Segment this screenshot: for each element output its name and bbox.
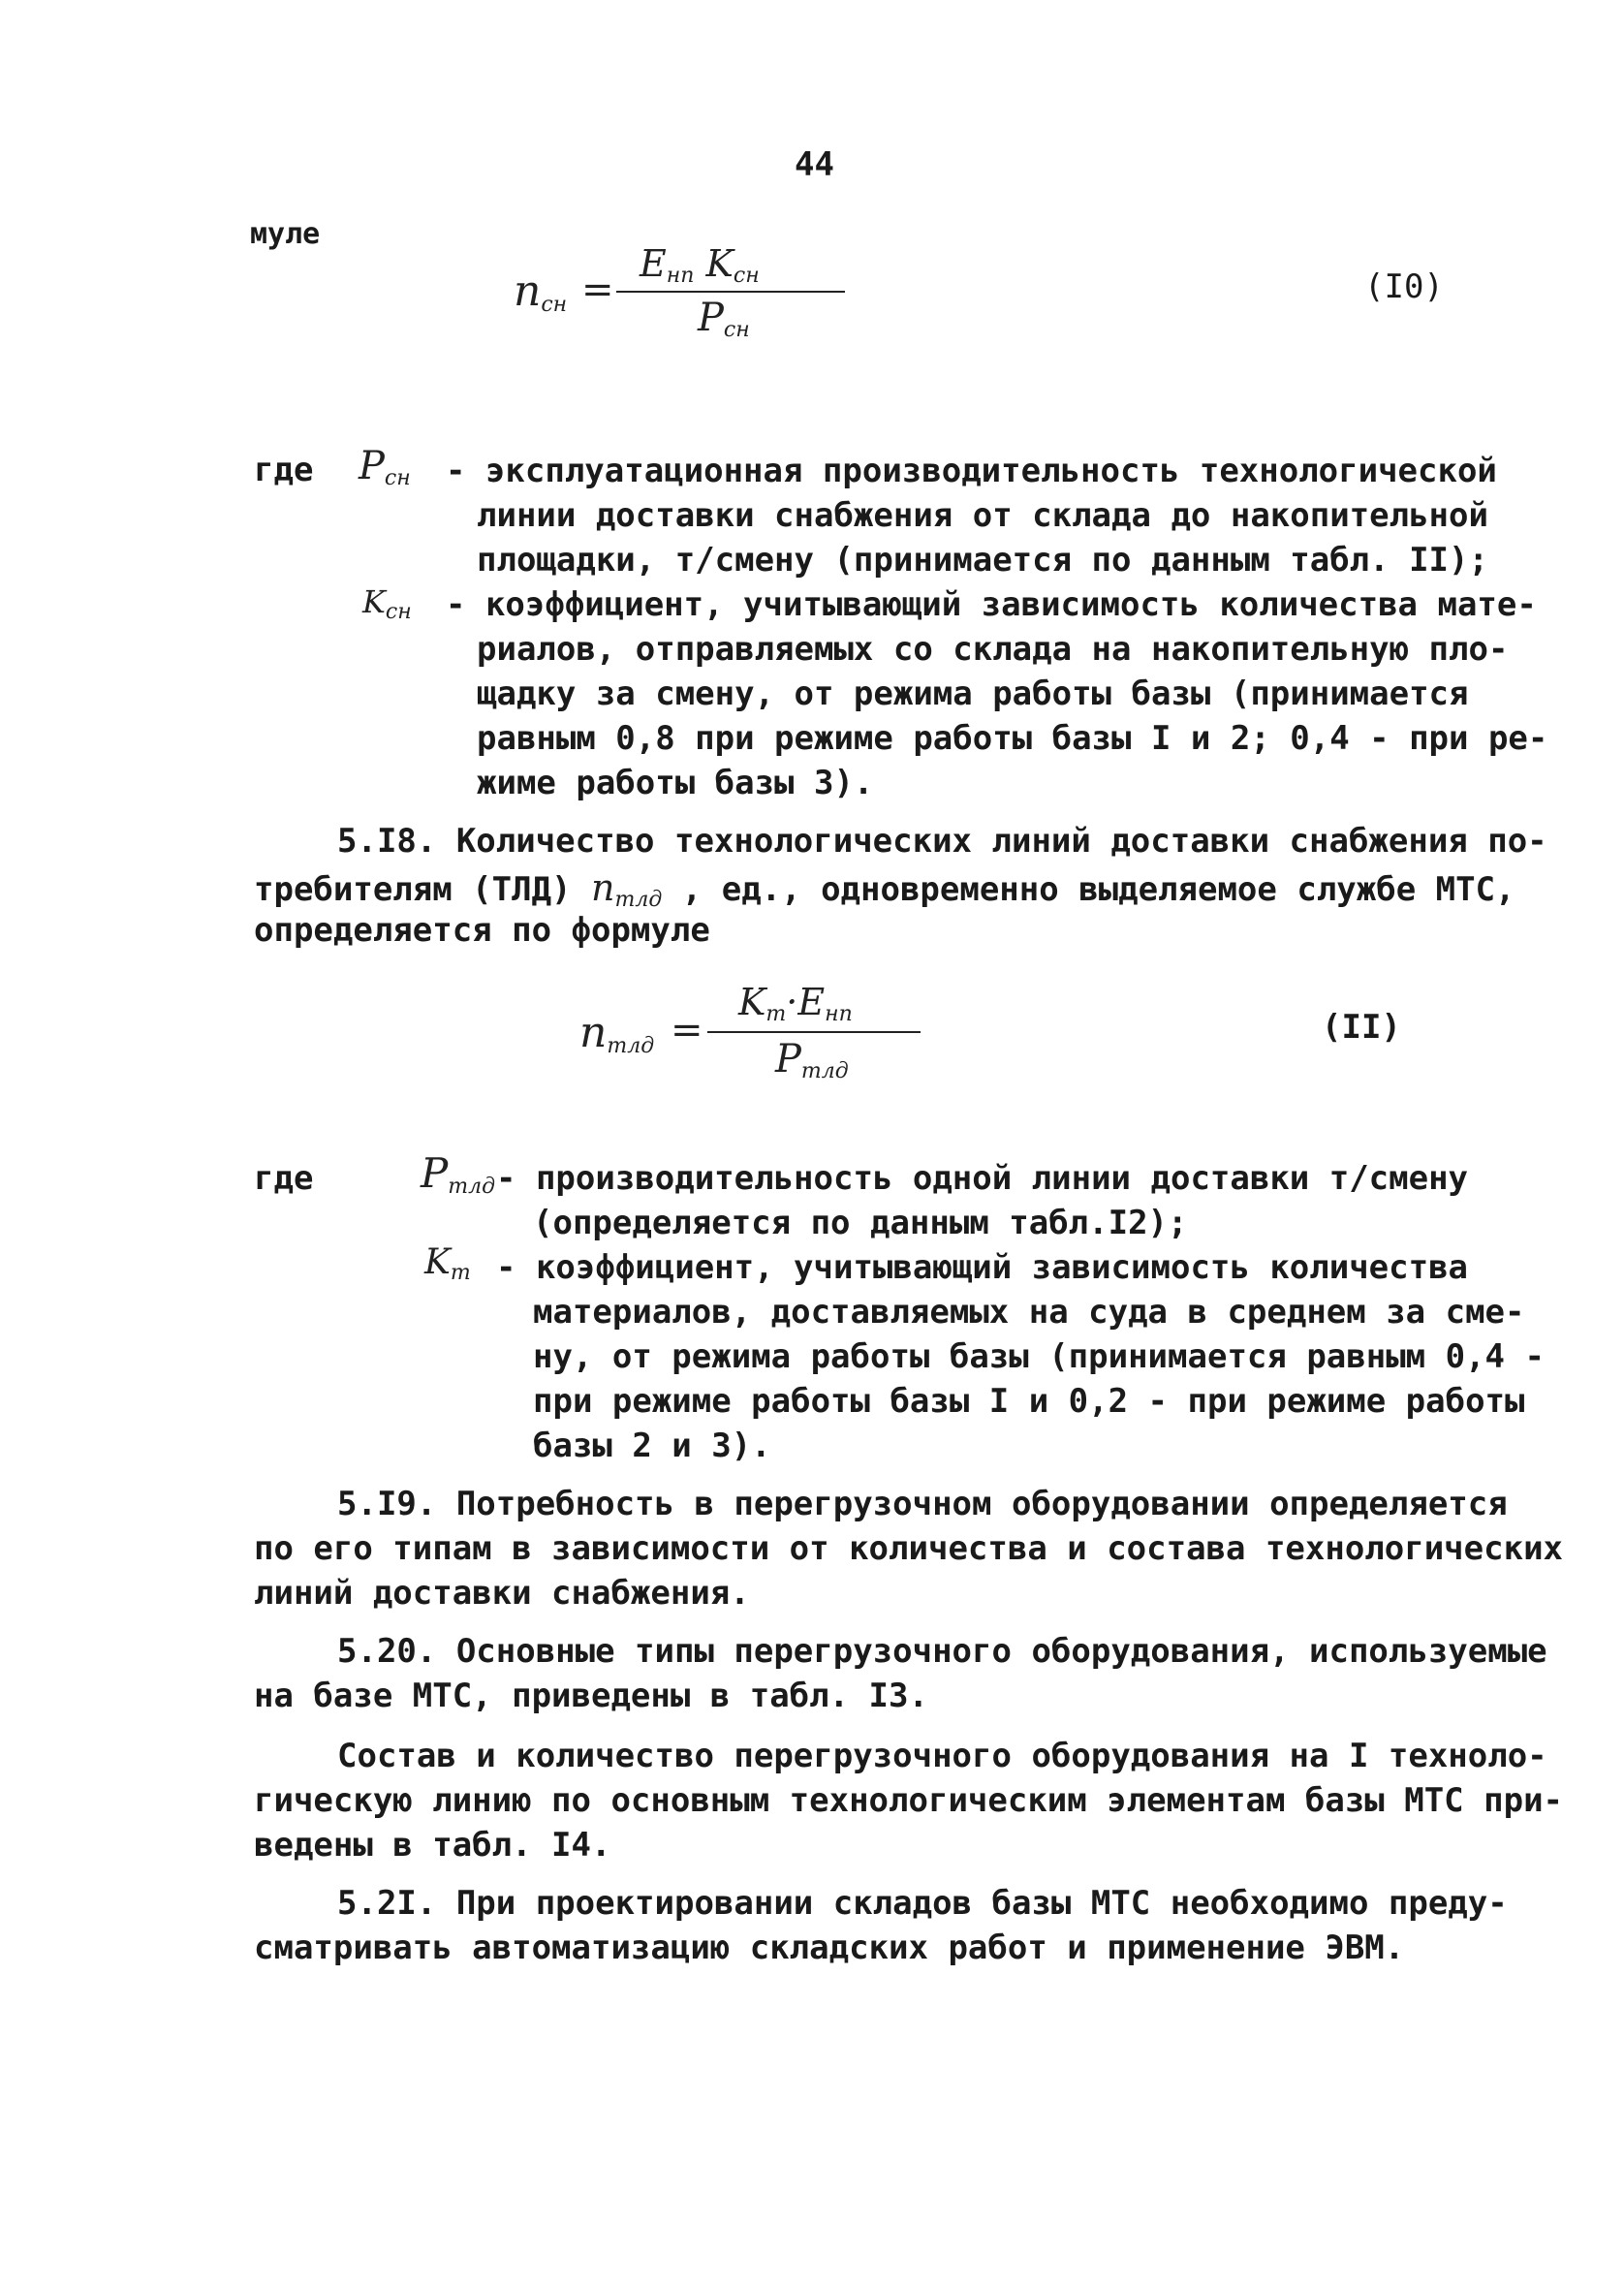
symbol-p-tld: $P_{тлд}$: [421, 1149, 496, 1199]
formula-10-numerator: $E_{нп}$ $K_{сн}$: [640, 242, 760, 288]
formula-10-equals: =: [581, 267, 614, 312]
formula-10-fraction-bar: [616, 291, 845, 293]
where2-line: - производительность одной линии доставки т/смену: [496, 1159, 1469, 1198]
symbol-p-sn: $P_{сн}$: [359, 444, 411, 490]
symbol-k-t: $K_т$: [424, 1242, 471, 1285]
para-line: 5.20. Основные типы перегрузочного оборудования, используемые: [337, 1632, 1547, 1671]
where2-line: при режиме работы базы I и 0,2 - при режиме работы: [533, 1382, 1525, 1421]
formula-11-numerator: $K_т\cdot E_{нп}$: [738, 981, 853, 1026]
para-line: требителям (ТЛД) $n_{тлд}$ , ед., одновременно выделяемое службе МТС,: [254, 866, 1515, 912]
where1-line: - эксплуатационная производительность технологической: [446, 452, 1497, 490]
para-line: 5.I8. Количество технологических линий доставки снабжения по-: [337, 822, 1547, 861]
formula-10-number: (I0): [1364, 267, 1444, 306]
para-line: определяется по формуле: [254, 911, 710, 950]
where2-line: (определяется по данным табл.I2);: [533, 1204, 1188, 1242]
formula-10-denominator: $P_{сн}$: [698, 296, 750, 342]
where2-line: ну, от режима работы базы (принимается равным 0,4 -: [533, 1337, 1545, 1376]
where-label-1: где: [254, 451, 314, 489]
formula-10-lhs: $n_{сн}$: [514, 267, 568, 317]
where1-line: риалов, отправляемых со склада на накопительную пло-: [477, 630, 1509, 669]
para-line: на базе МТС, приведены в табл. I3.: [254, 1677, 928, 1715]
where-label-2: где: [254, 1159, 314, 1198]
intro-word: муле: [250, 217, 321, 251]
where1-line: равным 0,8 при режиме работы базы I и 2; 0,4 - при ре-: [477, 719, 1548, 758]
formula-11-number: (II): [1322, 1008, 1401, 1047]
formula-11-denominator: $P_{тлд}$: [775, 1037, 849, 1083]
formula-11-fraction-bar: [707, 1031, 921, 1033]
where1-line: площадки, т/смену (принимается по данным табл. II);: [477, 541, 1488, 580]
para-line: 5.2I. При проектировании складов базы МТС необходимо преду-: [337, 1884, 1508, 1923]
formula-11-equals: =: [671, 1008, 703, 1052]
where1-line: - коэффициент, учитывающий зависимость количества мате-: [446, 585, 1537, 624]
where1-line: линии доставки снабжения от склада до накопительной: [477, 496, 1488, 535]
formula-11-lhs: $n_{тлд}$: [579, 1008, 655, 1058]
para-line: сматривать автоматизацию складских работ и применение ЭВМ.: [254, 1928, 1405, 1967]
where1-line: жиме работы базы 3).: [477, 764, 874, 802]
para-line: 5.I9. Потребность в перегрузочном оборудовании определяется: [337, 1485, 1508, 1523]
page-number: 44: [795, 145, 834, 184]
para-line: гическую линию по основным технологическим элементам базы МТС при-: [254, 1781, 1564, 1820]
para-line: по его типам в зависимости от количества и состава технологических: [254, 1529, 1564, 1568]
para-line: Состав и количество перегрузочного оборудования на I техноло-: [337, 1737, 1547, 1775]
where2-line: материалов, доставляемых на суда в среднем за сме-: [533, 1293, 1525, 1332]
symbol-n-tld: $n_{тлд}$: [591, 866, 663, 912]
where2-line: - коэффициент, учитывающий зависимость количества: [496, 1248, 1469, 1287]
where2-line: базы 2 и 3).: [533, 1427, 771, 1465]
symbol-k-sn: $K_{сн}$: [362, 583, 412, 624]
where1-line: щадку за смену, от режима работы базы (принимается: [477, 674, 1469, 713]
para-line: линий доставки снабжения.: [254, 1574, 750, 1613]
para-line: ведены в табл. I4.: [254, 1826, 611, 1865]
